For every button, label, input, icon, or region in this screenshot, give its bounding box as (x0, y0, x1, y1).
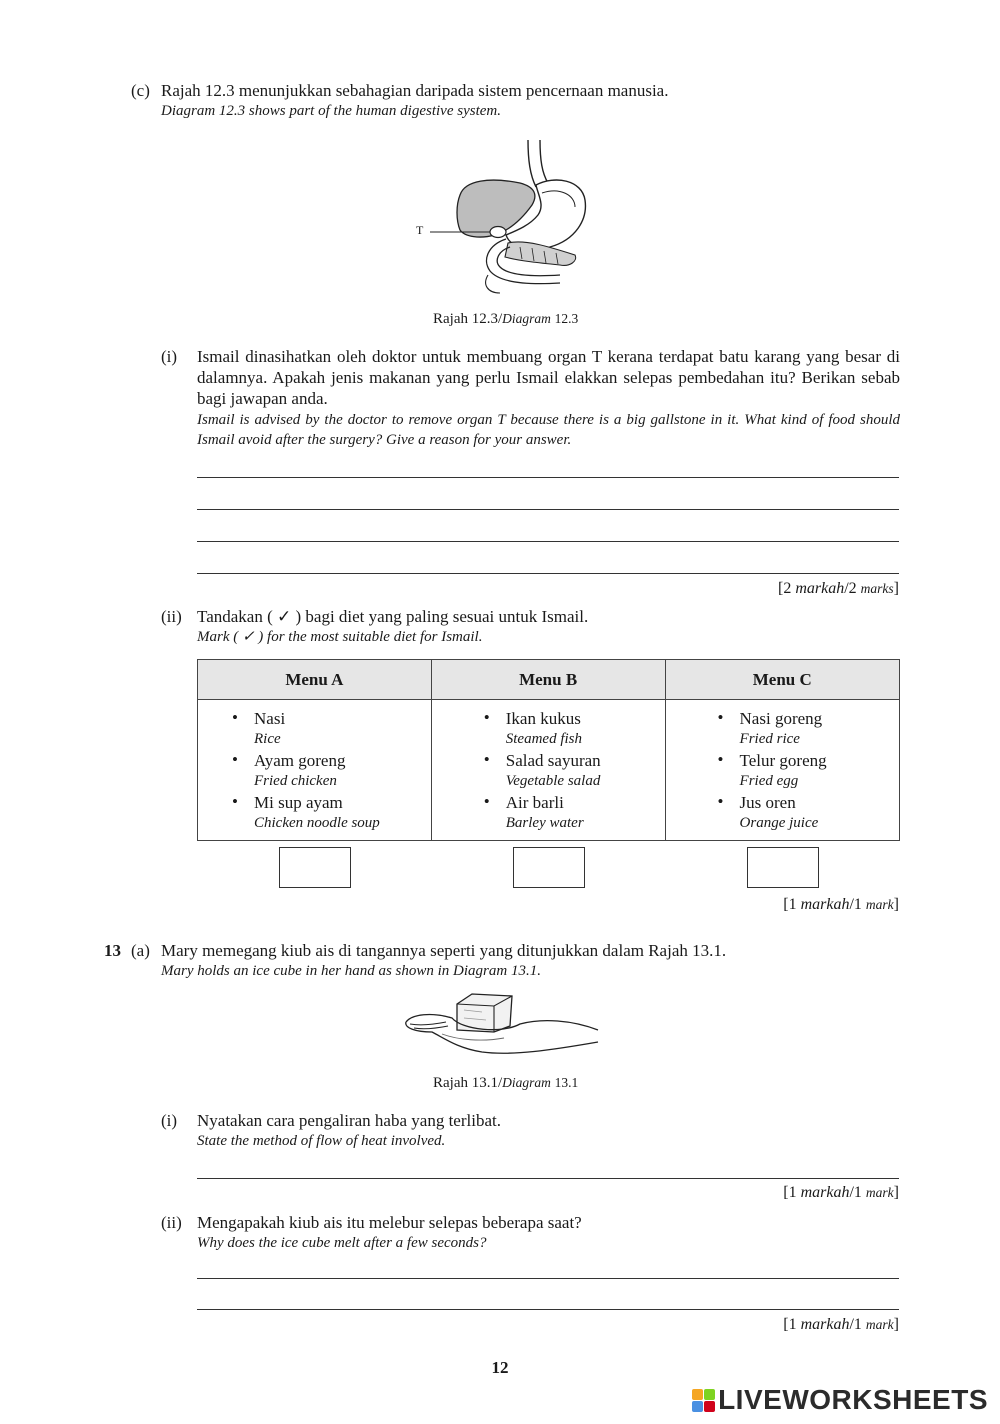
answer-line[interactable] (197, 509, 899, 510)
diagram-label-t: T (416, 223, 424, 237)
question-text-en: Mary holds an ice cube in her hand as shown in Diagram 13.1. (161, 963, 541, 979)
answer-line[interactable] (197, 1278, 899, 1279)
subquestion-label: (ii) (161, 1213, 182, 1232)
question-label: (a) (131, 941, 150, 960)
item-ms: • Ikan kukus (505, 709, 581, 728)
digestive-system-diagram (410, 135, 590, 300)
item-en: Chicken noodle soup (254, 815, 380, 831)
answer-line[interactable] (197, 477, 899, 478)
subquestion-text-en: Why does the ice cube melt after a few seconds? (197, 1235, 487, 1251)
menu-table (197, 659, 900, 841)
item-en: Steamed fish (505, 731, 583, 747)
marks-label (778, 580, 899, 598)
menu-item (232, 750, 431, 792)
tick-box-menu-c[interactable] (747, 847, 819, 888)
item-ms: • Salad sayuran (505, 751, 601, 770)
marks-sep: /1 (849, 1184, 866, 1201)
caption-number: 12.3 (554, 311, 579, 326)
marks-label (783, 1184, 899, 1202)
marks-sep: /2 (844, 580, 861, 597)
question-text-ms: Mary memegang kiub ais di tangannya seperti yang ditunjukkan dalam Rajah 13.1. (161, 941, 727, 960)
brand-name: LIVEWORKSHEETS (718, 1384, 988, 1415)
tick-box-menu-a[interactable] (279, 847, 351, 888)
marks-open: [2 (778, 580, 796, 597)
menu-item (718, 792, 899, 834)
subquestion-text-ms: Tandakan ( ✓ ) bagi diet yang paling sesuai untuk Ismail. (197, 607, 589, 626)
menu-item (484, 708, 665, 750)
marks-ms: markah (795, 580, 845, 597)
menu-cell-a (198, 700, 432, 841)
question-text-ms: Rajah 12.3 menunjukkan sebahagian daripada sistem pencernaan manusia. (161, 81, 669, 100)
menu-item (232, 792, 431, 834)
marks-close: ] (893, 1184, 899, 1201)
marks-label (783, 1316, 899, 1334)
subquestion-label: (i) (161, 1111, 178, 1130)
answer-line[interactable] (197, 1178, 899, 1179)
subquestion-text-en: Mark ( ✓ ) for the most suitable diet for Ismail. (197, 629, 483, 645)
marks-sep: /1 (849, 896, 866, 913)
item-en: Fried rice (739, 731, 800, 747)
marks-ms: markah (800, 1316, 850, 1333)
menu-item (484, 792, 665, 834)
marks-ms: markah (800, 896, 850, 913)
item-en: Barley water (505, 815, 584, 831)
subquestion-text-ms: Mengapakah kiub ais itu melebur selepas beberapa saat? (197, 1213, 582, 1232)
marks-en: mark (865, 1185, 894, 1200)
subquestion-text-ms: Ismail dinasihatkan oleh doktor untuk membuang organ T kerana terdapat batu karang yang besar di dalamnya. Apakah jenis makanan yang perlu Ismail elakkan selepas pembedahan itu? Berikan sebab bagi jawapan anda. (197, 347, 900, 408)
page-number: 12 (491, 1358, 509, 1377)
marks-open: [1 (783, 896, 801, 913)
menu-header-c: Menu C (665, 660, 899, 700)
answer-line[interactable] (197, 1309, 899, 1310)
menu-item (718, 708, 899, 750)
marks-close: ] (893, 896, 899, 913)
liveworksheets-logo (692, 1384, 988, 1416)
item-ms: • Ayam goreng (254, 751, 346, 770)
answer-line[interactable] (197, 573, 899, 574)
menu-cell-c (665, 700, 899, 841)
item-ms: • Telur goreng (739, 751, 827, 770)
marks-open: [1 (783, 1184, 801, 1201)
hand-ice-cube-diagram (402, 990, 602, 1065)
menu-item (718, 750, 899, 792)
subquestion-text-en: Ismail is advised by the doctor to remove organ T because there is a big gallstone in it. What kind of food should Ismail avoid after the surgery? Give a reason for your answer. (197, 412, 900, 448)
item-en: Orange juice (739, 815, 819, 831)
diagram-caption (433, 311, 578, 328)
diagram-caption (433, 1075, 578, 1092)
brand-square (704, 1401, 715, 1412)
marks-label (783, 896, 899, 914)
brand-square (692, 1401, 703, 1412)
marks-close: ] (893, 580, 899, 597)
item-ms: • Jus oren (739, 793, 796, 812)
item-ms: • Nasi (254, 709, 286, 728)
menu-item (232, 708, 431, 750)
caption-ms: Rajah 12.3/ (433, 311, 503, 327)
item-en: Fried chicken (254, 773, 337, 789)
subquestion-text-ms: Nyatakan cara pengaliran haba yang terlibat. (197, 1111, 501, 1130)
answer-line[interactable] (197, 541, 899, 542)
caption-ms: Rajah 13.1/ (433, 1075, 503, 1091)
menu-cell-b (431, 700, 665, 841)
menu-item (484, 750, 665, 792)
question-text-en: Diagram 12.3 shows part of the human digestive system. (161, 103, 501, 119)
item-ms: • Nasi goreng (739, 709, 823, 728)
caption-en: Diagram (502, 1075, 551, 1090)
marks-sep: /1 (849, 1316, 866, 1333)
marks-open: [1 (783, 1316, 801, 1333)
item-en: Rice (254, 731, 281, 747)
question-number: 13 (104, 941, 121, 960)
subquestion-label: (i) (161, 347, 178, 366)
caption-number: 13.1 (554, 1075, 579, 1090)
question-label: (c) (131, 81, 150, 100)
marks-en: marks (860, 581, 894, 596)
marks-close: ] (893, 1316, 899, 1333)
menu-header-a: Menu A (198, 660, 432, 700)
item-ms: • Air barli (505, 793, 564, 812)
marks-en: mark (865, 1317, 894, 1332)
item-ms: • Mi sup ayam (254, 793, 343, 812)
menu-header-b: Menu B (431, 660, 665, 700)
item-en: Vegetable salad (505, 773, 601, 789)
item-en: Fried egg (739, 773, 799, 789)
marks-en: mark (865, 897, 894, 912)
brand-square (692, 1389, 703, 1400)
subquestion-text-en: State the method of flow of heat involved. (197, 1133, 446, 1149)
caption-en: Diagram (502, 311, 551, 326)
brand-mark-icon (692, 1389, 715, 1412)
brand-square (704, 1389, 715, 1400)
tick-box-menu-b[interactable] (513, 847, 585, 888)
marks-ms: markah (800, 1184, 850, 1201)
subquestion-label: (ii) (161, 607, 182, 626)
